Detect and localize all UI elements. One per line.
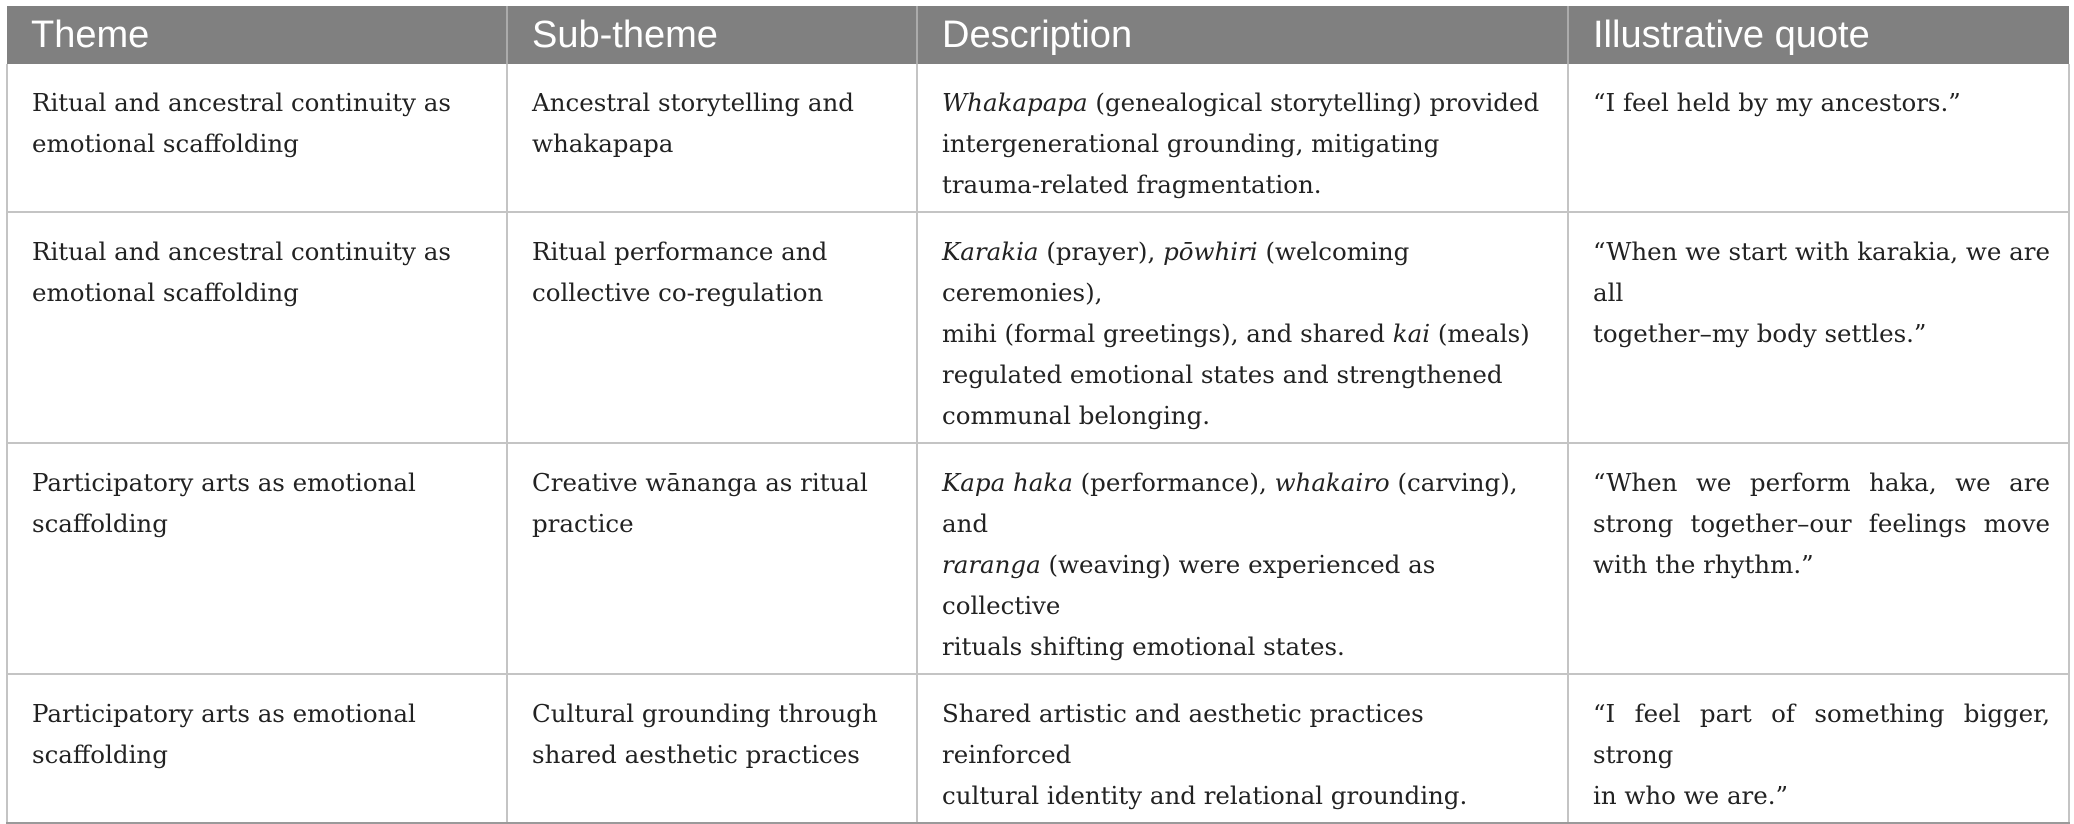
description-line: regulated emotional states and strengthened bbox=[942, 360, 1503, 389]
subtheme-line: Creative wānanga as ritual bbox=[532, 468, 868, 497]
quote-line: strong together–our feelings move bbox=[1593, 509, 2050, 538]
theme-line: emotional scaffolding bbox=[32, 129, 299, 158]
quote-line: “I feel part of something bigger, strong bbox=[1593, 699, 2050, 769]
subtheme-cell bbox=[507, 64, 917, 212]
theme-line: emotional scaffolding bbox=[32, 278, 299, 307]
quote-line: in who we are.” bbox=[1593, 781, 1789, 810]
description-line: rituals shifting emotional states. bbox=[942, 632, 1345, 661]
maori-term: Kapa haka bbox=[942, 468, 1073, 497]
maori-term: Karakia bbox=[942, 237, 1039, 266]
description-cell bbox=[917, 674, 1568, 823]
quote-line: with the rhythm.” bbox=[1593, 550, 1814, 579]
theme-cell bbox=[7, 64, 507, 212]
subtheme-line: Cultural grounding through bbox=[532, 699, 878, 728]
subtheme-line: Ancestral storytelling and bbox=[532, 88, 854, 117]
quote-line: together–my body settles.” bbox=[1593, 319, 1927, 348]
maori-term: pōwhiri bbox=[1163, 237, 1258, 266]
theme-cell bbox=[7, 212, 507, 443]
description-line: communal belonging. bbox=[942, 401, 1211, 430]
quote-line: “When we perform haka, we are bbox=[1593, 468, 2050, 497]
description-text: (weaving) were experienced as collective bbox=[942, 550, 1436, 620]
description-text: (welcoming ceremonies), bbox=[942, 237, 1410, 307]
description-text: (meals) bbox=[1430, 319, 1530, 348]
description-line: cultural identity and relational grounding. bbox=[942, 781, 1468, 810]
table-row bbox=[7, 443, 2069, 674]
themes-table-container bbox=[6, 6, 2068, 824]
quote-cell bbox=[1568, 443, 2069, 674]
description-text: (prayer), bbox=[1038, 237, 1164, 266]
subtheme-line: Ritual performance and bbox=[532, 237, 828, 266]
column-header-description: Description bbox=[917, 6, 1568, 64]
table-row bbox=[7, 64, 2069, 212]
description-line bbox=[942, 313, 1555, 354]
description-line: intergenerational grounding, mitigating bbox=[942, 129, 1440, 158]
description-line: trauma-related fragmentation. bbox=[942, 170, 1322, 199]
description-line bbox=[942, 231, 1555, 313]
theme-line: scaffolding bbox=[32, 740, 168, 769]
theme-line: scaffolding bbox=[32, 509, 168, 538]
theme-cell bbox=[7, 443, 507, 674]
description-cell bbox=[917, 64, 1568, 212]
quote-cell bbox=[1568, 674, 2069, 823]
table-row bbox=[7, 674, 2069, 823]
table-row bbox=[7, 212, 2069, 443]
maori-term: whakairo bbox=[1274, 468, 1390, 497]
description-cell bbox=[917, 443, 1568, 674]
maori-term: raranga bbox=[942, 550, 1041, 579]
description-cell bbox=[917, 212, 1568, 443]
description-text: mihi (formal greetings), and shared bbox=[942, 319, 1393, 348]
subtheme-cell bbox=[507, 674, 917, 823]
quote-cell bbox=[1568, 212, 2069, 443]
description-line: Shared artistic and aesthetic practices reinforced bbox=[942, 699, 1424, 769]
column-header-subtheme: Sub-theme bbox=[507, 6, 917, 64]
theme-line: Participatory arts as emotional bbox=[32, 699, 416, 728]
quote-line: “When we start with karakia, we are all bbox=[1593, 237, 2050, 307]
maori-term: kai bbox=[1392, 319, 1431, 348]
quote-cell bbox=[1568, 64, 2069, 212]
subtheme-line: practice bbox=[532, 509, 634, 538]
column-header-quote: Illustrative quote bbox=[1568, 6, 2069, 64]
description-text: (performance), bbox=[1072, 468, 1275, 497]
subtheme-line: collective co-regulation bbox=[532, 278, 824, 307]
theme-line: Ritual and ancestral continuity as bbox=[32, 237, 451, 266]
quote-line: “I feel held by my ancestors.” bbox=[1593, 88, 1961, 117]
subtheme-line: whakapapa bbox=[532, 129, 674, 158]
description-line bbox=[942, 82, 1555, 123]
theme-cell bbox=[7, 674, 507, 823]
description-line bbox=[942, 544, 1555, 626]
description-text: (genealogical storytelling) provided bbox=[1087, 88, 1540, 117]
themes-table bbox=[6, 6, 2070, 824]
subtheme-cell bbox=[507, 212, 917, 443]
theme-line: Participatory arts as emotional bbox=[32, 468, 416, 497]
description-line bbox=[942, 462, 1555, 544]
theme-line: Ritual and ancestral continuity as bbox=[32, 88, 451, 117]
maori-term: Whakapapa bbox=[942, 88, 1088, 117]
table-header-row bbox=[7, 6, 2069, 64]
subtheme-cell bbox=[507, 443, 917, 674]
description-text: (carving), and bbox=[942, 468, 1518, 538]
column-header-theme: Theme bbox=[7, 6, 507, 64]
subtheme-line: shared aesthetic practices bbox=[532, 740, 860, 769]
